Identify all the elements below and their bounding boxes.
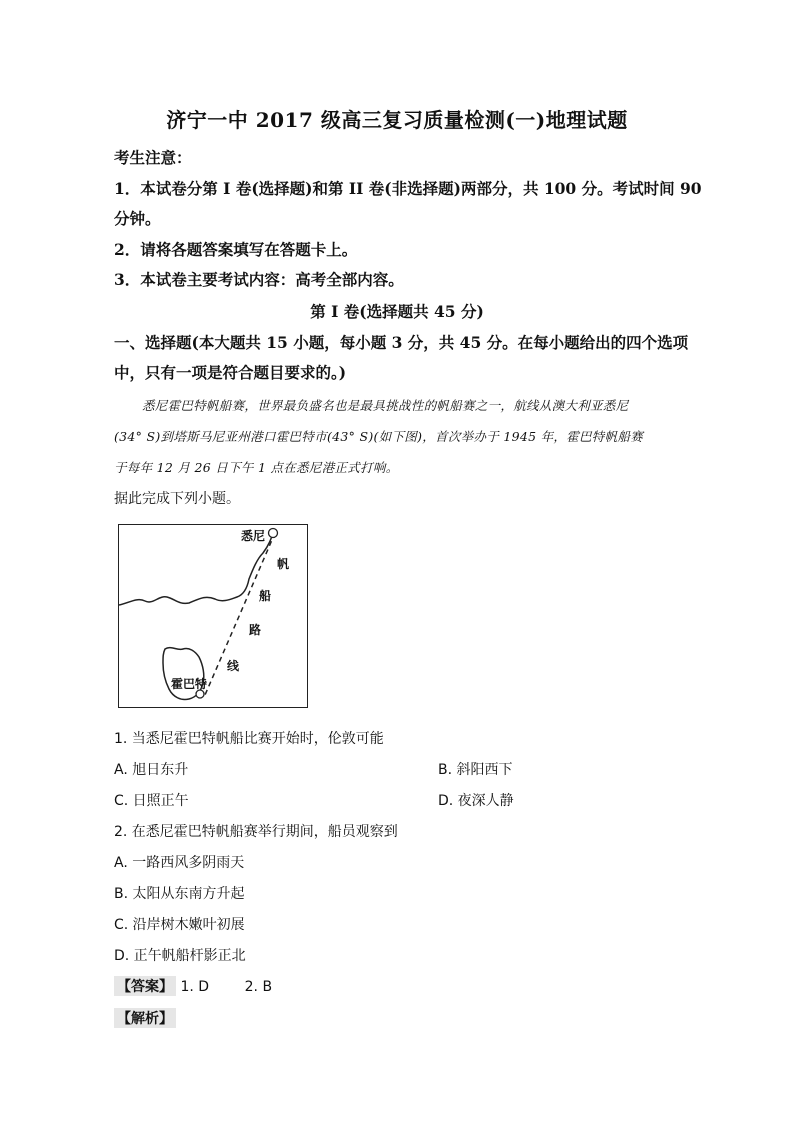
question-option: A. 旭日东升	[114, 762, 189, 778]
passage-line: 悉尼霍巴特帆船赛，世界最负盛名也是最具挑战性的帆船赛之一，航线从澳大利亚悉尼	[142, 398, 629, 413]
instruction-line: 中，只有一项是符合题目要求的。)	[114, 363, 347, 382]
answer-line	[114, 976, 272, 996]
route-label-char: 船	[259, 589, 272, 603]
question-option: D. 正午帆船杆影正北	[114, 948, 246, 964]
answer-tag: 【答案】	[114, 976, 176, 996]
sydney-label: 悉尼	[241, 529, 266, 543]
route-label-char: 路	[249, 623, 262, 637]
map-drawing	[119, 525, 307, 707]
notice-item: 2．请将各题答案填写在答题卡上。	[114, 240, 358, 259]
question-option: C. 沿岸树木嫩叶初展	[114, 917, 245, 933]
section-title: 第 I 卷(选择题共 45 分)	[310, 302, 484, 321]
notice-item: 分钟。	[114, 209, 161, 228]
route-label-char: 线	[227, 659, 240, 673]
question-option: C. 日照正午	[114, 793, 189, 809]
question-stem: 2. 在悉尼霍巴特帆船赛举行期间，船员观察到	[114, 824, 398, 840]
exam-title: 济宁一中 2017 级高三复习质量检测(一)地理试题	[166, 108, 628, 132]
answer-text: 1. D 2. B	[180, 979, 273, 995]
question-stem: 1. 当悉尼霍巴特帆船比赛开始时，伦敦可能	[114, 731, 384, 747]
question-option: D. 夜深人静	[438, 793, 514, 809]
question-option: A. 一路西风多阴雨天	[114, 855, 245, 871]
question-option: B. 太阳从东南方升起	[114, 886, 245, 902]
sydney-marker	[269, 529, 278, 538]
route-map	[118, 524, 308, 708]
notice-item: 1．本试卷分第 I 卷(选择题)和第 II 卷(非选择题)两部分，共 100 分。考试时间 90	[114, 179, 702, 198]
question-option: B. 斜阳西下	[438, 762, 513, 778]
hobart-label: 霍巴特	[171, 677, 208, 691]
route-label-char: 帆	[277, 557, 290, 571]
analysis-tag: 【解析】	[114, 1008, 176, 1028]
passage-line: (34° S)到塔斯马尼亚州港口霍巴特市(43° S)(如下图)，首次举办于 1945 年，霍巴特帆船赛	[114, 429, 644, 444]
notice-heading: 考生注意：	[114, 148, 192, 167]
notice-item: 3．本试卷主要考试内容：高考全部内容。	[114, 270, 404, 289]
passage-line: 于每年 12 月 26 日下午 1 点在悉尼港正式打响。	[114, 460, 399, 475]
sailing-route-line	[205, 533, 275, 695]
instruction-line: 一、选择题(本大题共 15 小题，每小题 3 分，共 45 分。在每小题给出的四个选项	[114, 333, 689, 352]
analysis-line	[114, 1008, 176, 1028]
lead-in: 据此完成下列小题。	[114, 491, 240, 507]
